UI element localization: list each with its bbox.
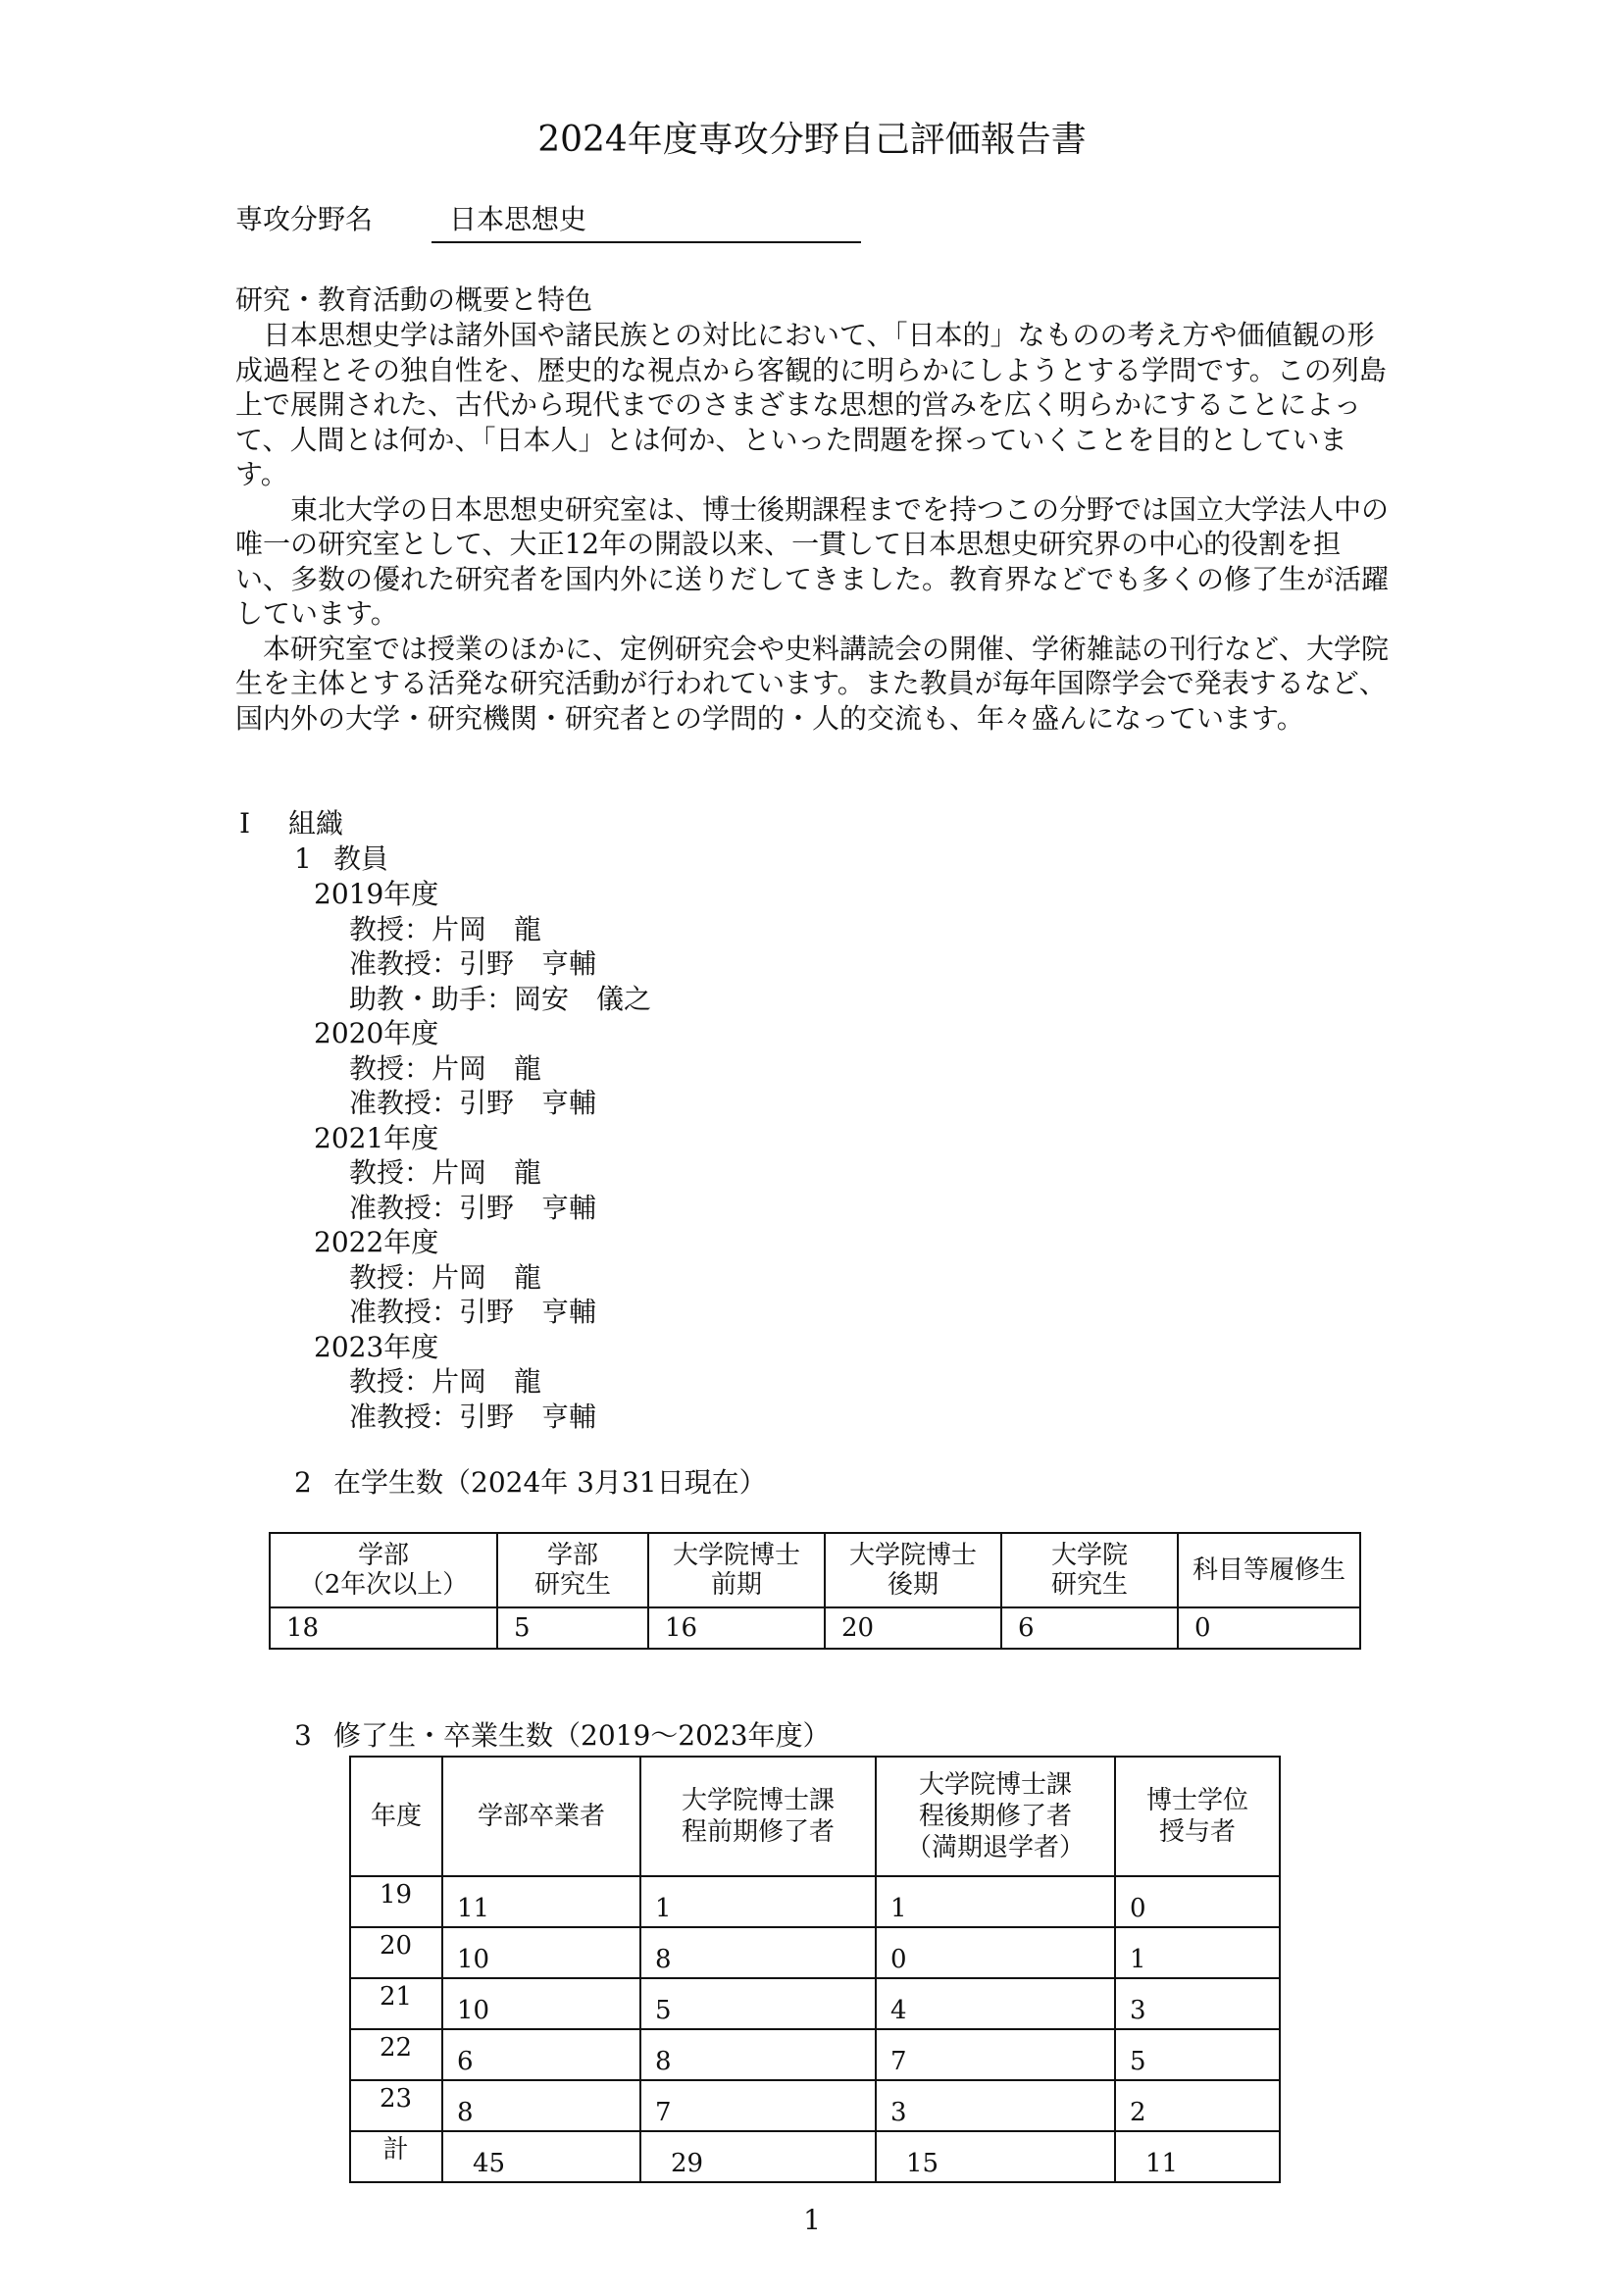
header-line: 大学院博士課 bbox=[681, 1786, 835, 1815]
header-line: 博士学位 bbox=[1145, 1786, 1248, 1815]
value-cell: 10 bbox=[442, 1978, 640, 2029]
faculty-year-2019 bbox=[314, 877, 651, 1016]
header-line: 研究生 bbox=[533, 1570, 611, 1600]
faculty-heading bbox=[294, 841, 388, 877]
value-cell: 1 bbox=[876, 1876, 1115, 1927]
value-cell: 10 bbox=[442, 1927, 640, 1978]
header-line: （2年次以上） bbox=[298, 1570, 469, 1600]
total-cell: 29 bbox=[640, 2131, 876, 2182]
page-number: 1 bbox=[803, 2204, 821, 2236]
header-line: 程後期修了者 bbox=[918, 1802, 1072, 1831]
value-cell: 7 bbox=[640, 2080, 876, 2131]
faculty-member: 教授：片岡 龍 bbox=[349, 1260, 542, 1294]
header-line: 年度 bbox=[370, 1802, 422, 1831]
value-cell: 8 bbox=[442, 2080, 640, 2131]
graduates-header-row bbox=[350, 1757, 1280, 1876]
value-cell: 3 bbox=[876, 2080, 1115, 2131]
overview-paragraph-3: 本研究室では授業のほかに、定例研究会や史料講読会の開催、学術雑誌の刊行など、大学院生を主体とする活発な研究活動が行われています。また教員が毎年国際学会で発表するなど、国内外の大学・研究機関・研究者との学問的・人的交流も、年々盛んになっています。 bbox=[235, 632, 1390, 735]
enrollment-number: 2 bbox=[294, 1466, 312, 1499]
value-cell: 0 bbox=[1115, 1876, 1280, 1927]
year-label: 2021年度 bbox=[314, 1121, 439, 1154]
total-row bbox=[350, 2131, 1280, 2182]
faculty-member: 准教授：引野 亨輔 bbox=[349, 1087, 597, 1119]
graduates-header-cell bbox=[350, 1757, 442, 1876]
faculty-member: 教授：片岡 龍 bbox=[349, 1365, 542, 1398]
faculty-year-2020 bbox=[314, 1016, 651, 1121]
overview-paragraph-2: 東北大学の日本思想史研究室は、博士後期課程までを持つこの分野では国立大学法人中の唯一の研究室として、大正12年の開設以来、一貫して日本思想史研究界の中心的役割を担い、多数の優れた研究者を国内外に送りだしてきました。教育界などでも多くの修了生が活躍しています。 bbox=[235, 492, 1390, 630]
header-line: 大学院博士課 bbox=[918, 1770, 1072, 1800]
page-title: 2024年度専攻分野自己評価報告書 bbox=[537, 120, 1087, 160]
faculty-member: 教授：片岡 龍 bbox=[349, 1156, 542, 1189]
value-cell: 5 bbox=[1115, 2029, 1280, 2080]
header-line: 科目等履修生 bbox=[1192, 1555, 1345, 1585]
graduates-label: 修了生・卒業生数（2019～2023年度） bbox=[333, 1719, 831, 1752]
enrollment-value: 6 bbox=[1001, 1607, 1178, 1649]
enrollment-value-row bbox=[270, 1607, 1360, 1649]
year-label: 2019年度 bbox=[314, 878, 439, 910]
overview-heading: 研究・教育活動の概要と特色 bbox=[235, 283, 593, 316]
enrollment-header-cell bbox=[1001, 1533, 1178, 1607]
total-label: 計 bbox=[350, 2131, 442, 2182]
enrollment-header-row bbox=[270, 1533, 1360, 1607]
value-cell: 1 bbox=[640, 1876, 876, 1927]
field-row bbox=[235, 198, 861, 243]
graduates-header-cell bbox=[442, 1757, 640, 1876]
enrollment-label: 在学生数（2024年 3月31日現在） bbox=[333, 1466, 767, 1499]
faculty-member: 教授：片岡 龍 bbox=[349, 912, 542, 945]
faculty-number: 1 bbox=[294, 842, 312, 875]
year-label: 2020年度 bbox=[314, 1017, 439, 1049]
enrollment-value: 16 bbox=[648, 1607, 825, 1649]
value-cell: 1 bbox=[1115, 1927, 1280, 1978]
faculty-member: 教授：片岡 龍 bbox=[349, 1051, 542, 1085]
year-cell: 21 bbox=[350, 1978, 442, 2029]
header-line: 学部卒業者 bbox=[477, 1802, 605, 1831]
faculty-member: 助教・助手：岡安 儀之 bbox=[349, 982, 652, 1015]
organization-label: 組織 bbox=[288, 807, 344, 840]
value-cell: 6 bbox=[442, 2029, 640, 2080]
faculty-list bbox=[314, 877, 651, 1434]
enrollment-value: 18 bbox=[270, 1607, 497, 1649]
enrollment-header-cell bbox=[270, 1533, 497, 1607]
faculty-year-2023 bbox=[314, 1330, 651, 1435]
table-row bbox=[350, 1876, 1280, 1927]
table-row bbox=[350, 2080, 1280, 2131]
year-cell: 23 bbox=[350, 2080, 442, 2131]
table-row bbox=[350, 1927, 1280, 1978]
header-line: 程前期修了者 bbox=[681, 1817, 835, 1847]
faculty-year-2022 bbox=[314, 1225, 651, 1330]
faculty-member: 准教授：引野 亨輔 bbox=[349, 947, 597, 980]
header-line: 大学院 bbox=[1050, 1541, 1128, 1570]
enrollment-header-cell bbox=[825, 1533, 1001, 1607]
enrollment-header-cell bbox=[648, 1533, 825, 1607]
field-value: 日本思想史 bbox=[431, 198, 861, 243]
year-label: 2023年度 bbox=[314, 1330, 439, 1363]
faculty-member: 准教授：引野 亨輔 bbox=[349, 1191, 597, 1224]
year-cell: 20 bbox=[350, 1927, 442, 1978]
value-cell: 7 bbox=[876, 2029, 1115, 2080]
enrollment-table bbox=[269, 1532, 1361, 1650]
enrollment-header-cell bbox=[497, 1533, 648, 1607]
header-line: 大学院博士 bbox=[672, 1541, 800, 1570]
table-row bbox=[350, 1978, 1280, 2029]
field-label: 専攻分野名 bbox=[235, 203, 374, 235]
graduates-number: 3 bbox=[294, 1719, 312, 1752]
organization-number: Ⅰ bbox=[239, 807, 251, 840]
total-cell: 15 bbox=[876, 2131, 1115, 2182]
year-cell: 19 bbox=[350, 1876, 442, 1927]
header-line: 研究生 bbox=[1050, 1570, 1128, 1600]
table-row bbox=[350, 2029, 1280, 2080]
value-cell: 11 bbox=[442, 1876, 640, 1927]
faculty-year-2021 bbox=[314, 1121, 651, 1226]
total-cell: 45 bbox=[442, 2131, 640, 2182]
value-cell: 8 bbox=[640, 1927, 876, 1978]
organization-heading bbox=[239, 806, 343, 841]
enrollment-value: 20 bbox=[825, 1607, 1001, 1649]
header-line: 学部 bbox=[546, 1541, 598, 1570]
overview-body bbox=[235, 318, 1393, 736]
graduates-table bbox=[349, 1756, 1281, 2183]
header-line: 授与者 bbox=[1158, 1817, 1236, 1847]
faculty-member: 准教授：引野 亨輔 bbox=[349, 1400, 597, 1433]
total-cell: 11 bbox=[1115, 2131, 1280, 2182]
value-cell: 4 bbox=[876, 1978, 1115, 2029]
faculty-label: 教員 bbox=[333, 842, 389, 875]
header-line: 後期 bbox=[887, 1570, 939, 1600]
value-cell: 5 bbox=[640, 1978, 876, 2029]
value-cell: 8 bbox=[640, 2029, 876, 2080]
header-line: 学部 bbox=[357, 1541, 409, 1570]
year-cell: 22 bbox=[350, 2029, 442, 2080]
header-line: 大学院博士 bbox=[848, 1541, 977, 1570]
header-line: （満期退学者） bbox=[905, 1833, 1085, 1862]
enrollment-value: 0 bbox=[1178, 1607, 1360, 1649]
value-cell: 2 bbox=[1115, 2080, 1280, 2131]
overview-paragraph-1: 日本思想史学は諸外国や諸民族との対比において、「日本的」なものの考え方や価値観の形成過程とその独自性を、歴史的な視点から客観的に明らかにしようとする学問です。この列島上で展開された、古代から現代までのさまざまな思想的営みを広く明らかにすることによって、人間とは何か、「日本人」とは何か、といった問題を探っていくことを目的としています。 bbox=[235, 319, 1387, 490]
enrollment-heading bbox=[294, 1465, 767, 1501]
graduates-heading bbox=[294, 1718, 831, 1754]
graduates-header-cell bbox=[640, 1757, 876, 1876]
enrollment-value: 5 bbox=[497, 1607, 648, 1649]
header-line: 前期 bbox=[710, 1570, 762, 1600]
graduates-header-cell bbox=[876, 1757, 1115, 1876]
year-label: 2022年度 bbox=[314, 1226, 439, 1258]
faculty-member: 准教授：引野 亨輔 bbox=[349, 1296, 597, 1328]
graduates-header-cell bbox=[1115, 1757, 1280, 1876]
value-cell: 0 bbox=[876, 1927, 1115, 1978]
value-cell: 3 bbox=[1115, 1978, 1280, 2029]
enrollment-header-cell bbox=[1178, 1533, 1360, 1607]
